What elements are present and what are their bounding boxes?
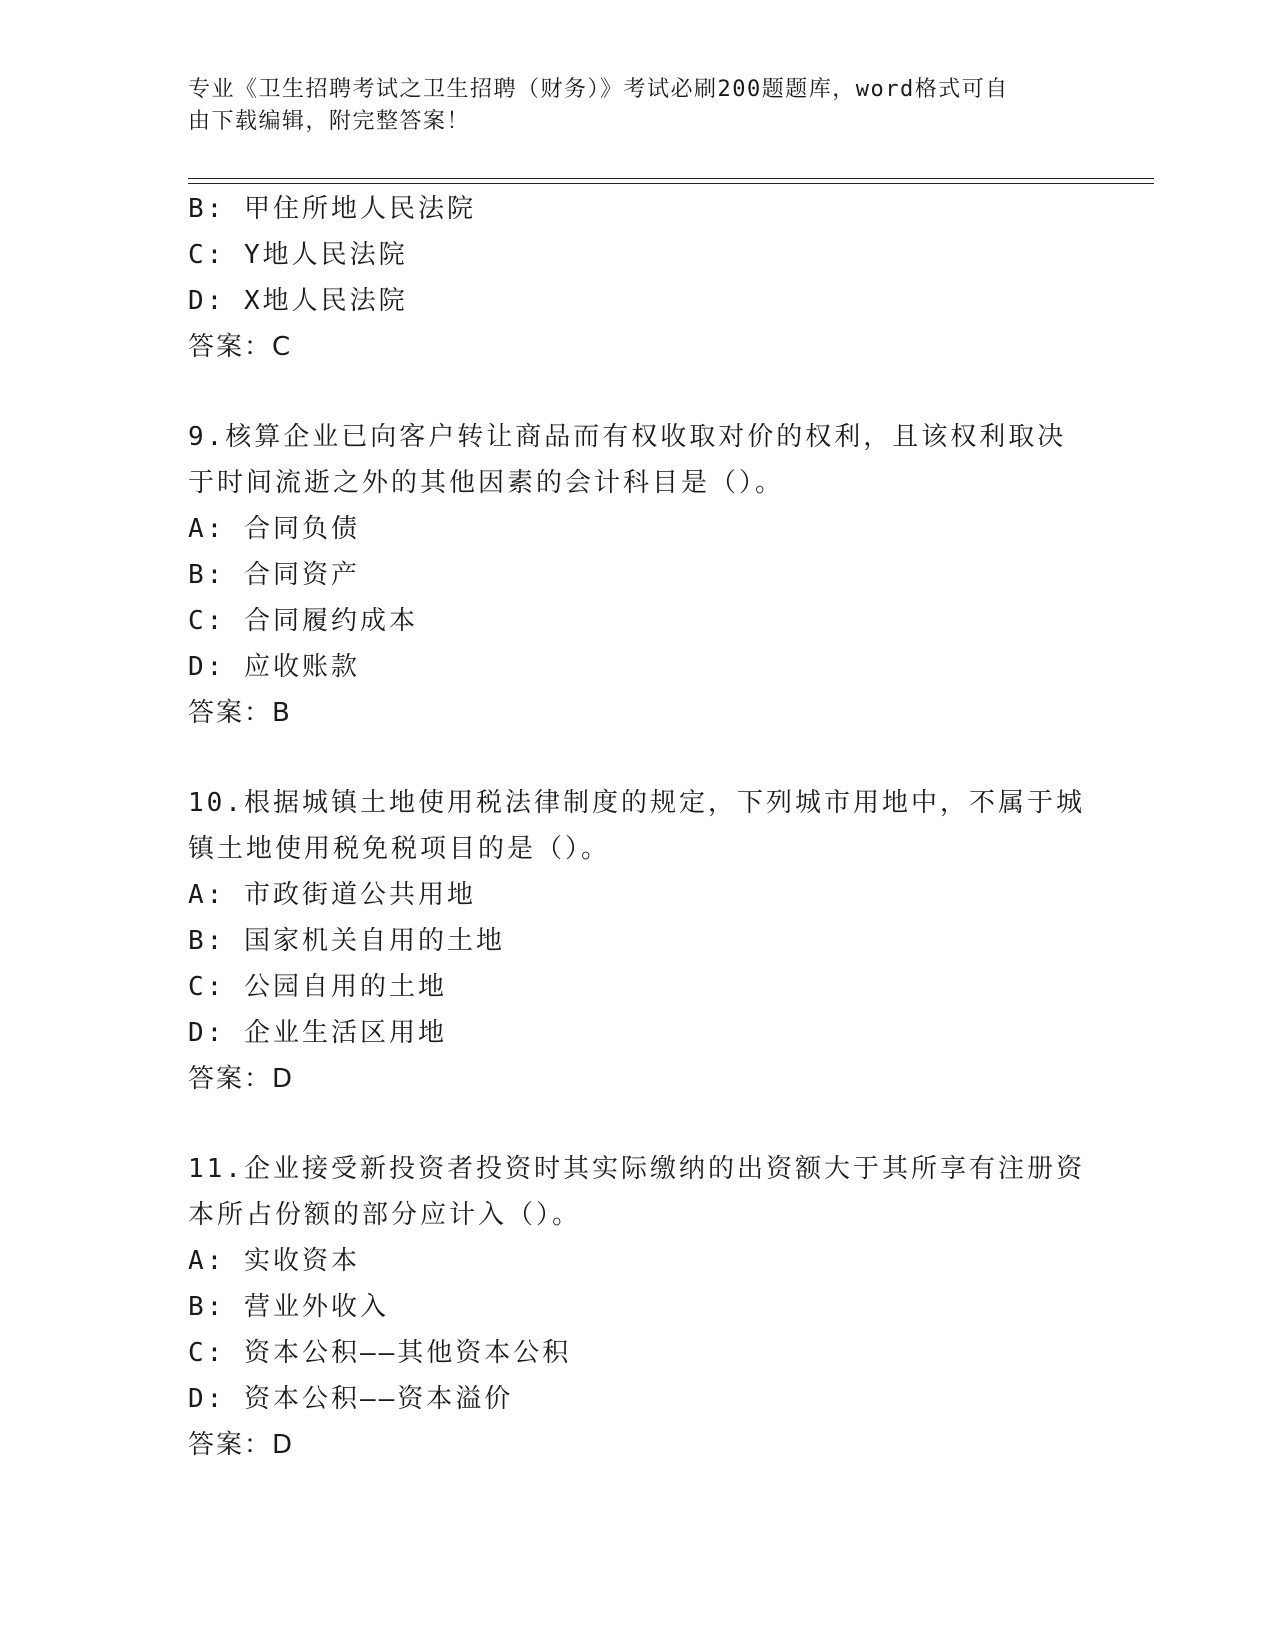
option-b: B: 营业外收入 xyxy=(188,1292,389,1322)
header-line-2: 由下载编辑，附完整答案！ xyxy=(188,109,471,134)
answer: 答案：B xyxy=(188,698,292,728)
option-c: C: 资本公积——其他资本公积 xyxy=(188,1338,572,1368)
option-a: A: 实收资本 xyxy=(188,1246,360,1276)
answer: 答案：C xyxy=(188,332,293,362)
option-a: A: 合同负债 xyxy=(188,514,360,544)
question-stem-line-2: 本所占份额的部分应计入（）。 xyxy=(188,1200,582,1230)
option-d: D: 资本公积——资本溢价 xyxy=(188,1384,514,1414)
answer: 答案：D xyxy=(188,1430,295,1460)
option-c: C: 合同履约成本 xyxy=(188,606,418,636)
question-10 xyxy=(188,780,1088,1102)
option-b: B: 国家机关自用的土地 xyxy=(188,926,505,956)
option-d: D: 应收账款 xyxy=(188,652,360,682)
option-a: A: 市政街道公共用地 xyxy=(188,880,476,910)
option-d: D: X地人民法院 xyxy=(188,286,408,316)
document-body xyxy=(188,186,1088,1468)
header-divider-top xyxy=(188,178,1154,179)
option-c: C: Y地人民法院 xyxy=(188,240,408,270)
question-9 xyxy=(188,414,1088,736)
option-d: D: 企业生活区用地 xyxy=(188,1018,447,1048)
question-stem-line-1: 9.核算企业已向客户转让商品而有权收取对价的权利，且该权利取决 xyxy=(188,422,1067,452)
question-stem-line-1: 11.企业接受新投资者投资时其实际缴纳的出资额大于其所享有注册资 xyxy=(188,1154,1085,1184)
option-b: B: 合同资产 xyxy=(188,560,360,590)
option-c: C: 公园自用的土地 xyxy=(188,972,447,1002)
question-stem-line-2: 于时间流逝之外的其他因素的会计科目是（）。 xyxy=(188,468,785,498)
header-line-1: 专业《卫生招聘考试之卫生招聘（财务）》考试必刷200题题库，word格式可自 xyxy=(188,77,1009,102)
question-stem-line-2: 镇土地使用税免税项目的是（）。 xyxy=(188,834,611,864)
question-11 xyxy=(188,1146,1088,1468)
answer: 答案：D xyxy=(188,1064,295,1094)
option-b: B: 甲住所地人民法院 xyxy=(188,194,476,224)
question-stem-line-1: 10.根据城镇土地使用税法律制度的规定，下列城市用地中，不属于城 xyxy=(188,788,1085,818)
partial-question-8 xyxy=(188,186,1088,370)
document-header xyxy=(188,74,1068,138)
header-divider-bottom xyxy=(188,183,1154,184)
